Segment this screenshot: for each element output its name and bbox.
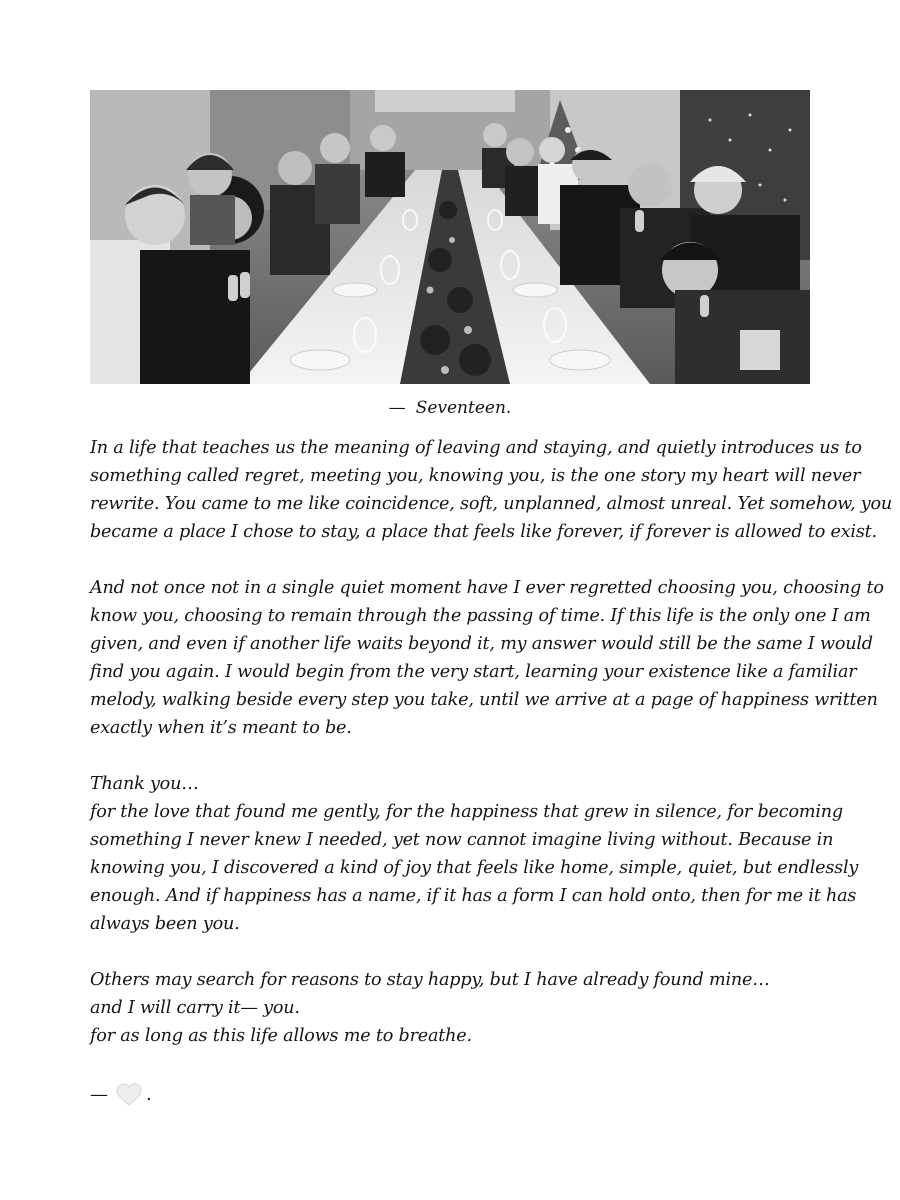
paragraph-2 (90, 574, 884, 742)
paragraph-line: melody, walking beside every step you take, until we arrive at a page of happiness written (90, 690, 878, 710)
letter-body (90, 434, 893, 1078)
paragraph-line: something called regret, meeting you, knowing you, is the one story my heart will never (90, 466, 861, 486)
paragraph-line: became a place I chose to stay, a place that feels like forever, if forever is allowed to exist. (90, 522, 877, 542)
signoff-period: . (146, 1084, 152, 1105)
paragraph-line: exactly when it’s meant to be. (90, 718, 352, 738)
paragraph-line: for as long as this life allows me to breathe. (90, 1026, 472, 1046)
paragraph-line: something I never knew I needed, yet now cannot imagine living without. Because in (90, 830, 834, 850)
group-photo (90, 90, 810, 384)
paragraph-line: given, and even if another life waits beyond it, my answer would still be the same I would (90, 634, 873, 654)
paragraph-line: always been you. (90, 914, 240, 934)
group-dinner-photo-image (90, 90, 810, 384)
paragraph-4 (90, 966, 810, 1050)
paragraph-1 (90, 434, 893, 546)
paragraph-line: find you again. I would begin from the very start, learning your existence like a familiar (90, 662, 857, 682)
paragraph-line: and I will carry it— you. (90, 998, 300, 1018)
paragraph-line: for the love that found me gently, for the happiness that grew in silence, for becoming (90, 802, 843, 822)
paragraph-line: And not once not in a single quiet moment have I ever regretted choosing you, choosing to (90, 578, 884, 598)
photo-caption (0, 398, 900, 418)
paragraph-line: rewrite. You came to me like coincidence, soft, unplanned, almost unreal. Yet somehow, you (90, 494, 893, 514)
paragraph-line: Thank you… (90, 774, 199, 794)
paragraph-line: Others may search for reasons to stay happy, but I have already found mine… (90, 970, 770, 990)
paragraph-line: knowing you, I discovered a kind of joy that feels like home, simple, quiet, but endlessly (90, 858, 859, 878)
caption-text: Seventeen. (415, 398, 512, 418)
paragraph-line: In a life that teaches us the meaning of leaving and staying, and quietly introduces us to (90, 438, 862, 458)
signoff (90, 1080, 152, 1110)
paragraph-3 (90, 770, 859, 938)
paragraph-line: know you, choosing to remain through the passing of time. If this life is the only one I am (90, 606, 871, 626)
white-heart-icon (116, 1083, 142, 1107)
signoff-dash: — (90, 1084, 108, 1105)
caption-dash: — (388, 398, 406, 418)
paragraph-line: enough. And if happiness has a name, if it has a form I can hold onto, then for me it has (90, 886, 857, 906)
